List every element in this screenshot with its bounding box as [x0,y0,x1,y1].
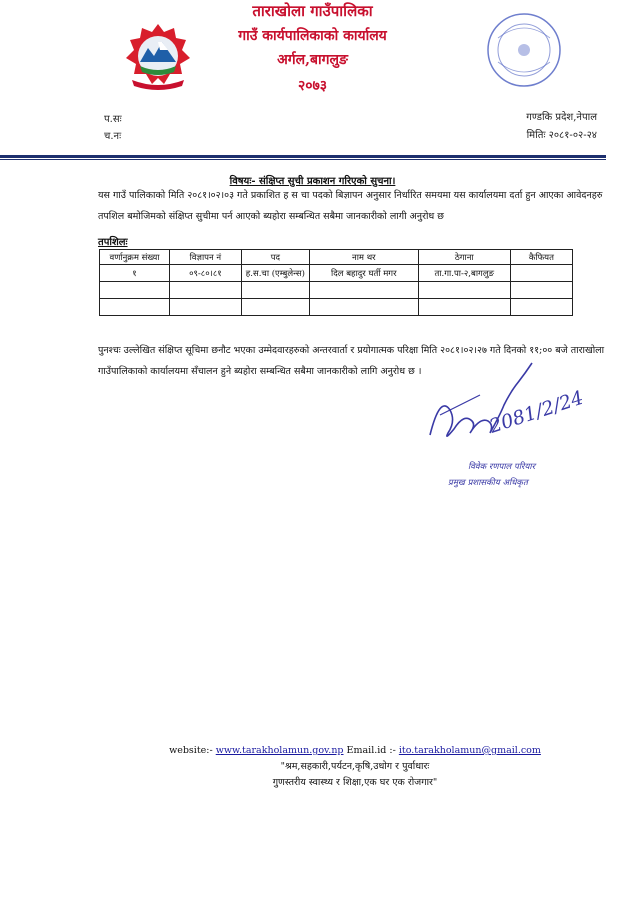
table-cell [309,282,418,299]
table-cell [309,299,418,316]
table-cell [510,299,572,316]
table-cell [418,282,510,299]
handwritten-signature [420,355,590,455]
motto-line-1: "श्रम,सहकारी,पर्यटन,कृषि,उधोग र पुर्वाधारः [280,761,430,772]
table-cell: ता.गा.पा-२,बागलुङ [418,265,510,282]
reference-cn: च.नः [104,131,122,142]
email-label: Email.id :- [346,745,396,756]
table-cell [100,299,170,316]
signatory-title: प्रमुख प्रशासकीय अधिकृत [448,478,528,488]
table-cell: १ [100,265,170,282]
header-divider [0,155,606,158]
table-cell [418,299,510,316]
website-link[interactable]: www.tarakholamun.gov.np [215,745,344,756]
table-cell [169,282,241,299]
table-cell [169,299,241,316]
motto-line-2: गुणस्तरीय स्वास्थ्य र शिक्षा,एक घर एक रोजगार" [272,777,438,788]
column-header: ठेगाना [418,250,510,265]
table-cell: ह.स.चा (एम्बुलेन्स) [241,265,309,282]
table-row [100,265,573,282]
office-stamp [484,8,564,94]
footer-contact-line [0,743,625,759]
shortlist-table [99,249,573,316]
svg-text:2081/2/24: 2081/2/24 [486,386,587,438]
issue-date: मितिः २०८१-०२-२४ [526,130,597,141]
header-divider-thin [0,159,606,160]
table-row [100,299,573,316]
office-subtitle: गाउँ कार्यपालिकाको कार्यालय [238,28,387,44]
table-cell [100,282,170,299]
notice-body: यस गाउँ पालिकाको मिति २०८१।०२।०३ गते प्रकाशित ह स चा पदको बिज्ञापन अनुसार निर्धारित समयमा यस कार्यालयमा दर्ता हुन आएका आवेदनहरु तपशिल बमोजिमको संक्षिप्त सुचीमा पर्न आएको ब्यहोरा सम्बन्धित सबैमा जानकारीको लागी अनुरोध छ [98,190,603,222]
reference-ps: प.सः [104,114,122,125]
signatory-name: विवेक रणपाल परियार [468,462,536,472]
table-cell: ०९-८०।८१ [169,265,241,282]
table-cell [241,299,309,316]
office-name: ताराखोला गाउँपालिका [252,2,373,20]
column-header: विज्ञापन नं [169,250,241,265]
email-link[interactable]: ito.tarakholamun@gmail.com [398,745,541,756]
table-header-row [100,250,573,265]
footer [0,743,625,791]
details-heading: तपशिलः [98,237,128,248]
office-location: अर्गल,बागलुङ [277,52,348,68]
column-header: नाम थर [309,250,418,265]
column-header: कैफियत [510,250,572,265]
subject-text: विषयः- संक्षिप्त सुची प्रकाशन गरिएको सुचना। [229,176,396,187]
table-cell: दिल बहादुर घर्ती मगर [309,265,418,282]
table-row [100,282,573,299]
table-cell [241,282,309,299]
province-label: गण्डकि प्रदेश,नेपाल [526,112,597,123]
table-cell [510,282,572,299]
postscript-text: पुनश्चः उल्लेखित संक्षिप्त सूचिमा छनौट भएका उम्मेदवारहरुको अन्तरवार्ता र प्रयोगात्मक परिक्षा मिति २०८१।०२।२७ गते दिनको ११;०० बजे ताराखोला गाउँपालिकाको कार्यालयमा सँचालन हुने ब्यहोरा सम्बन्धित सबैमा जानकारीको लागि अनुरोध छ । [98,345,605,377]
column-header: पद [241,250,309,265]
column-header: वर्णानुक्रम संख्या [100,250,170,265]
established-year: २०७३ [297,78,328,94]
table-cell [510,265,572,282]
website-label: website:- [169,745,213,756]
